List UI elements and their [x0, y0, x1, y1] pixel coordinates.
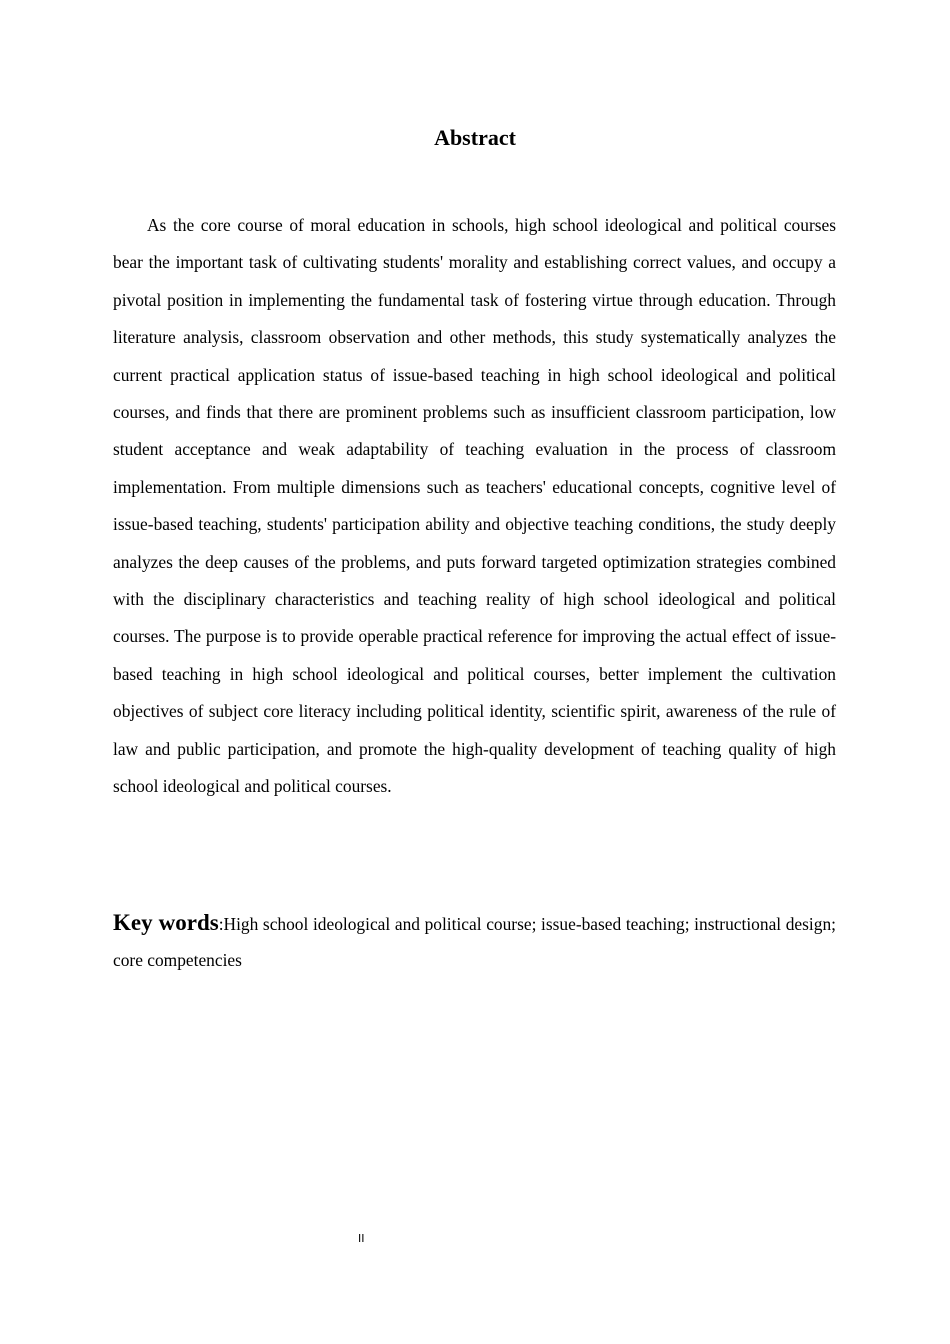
keywords-label: Key words	[113, 910, 219, 935]
page-number: II	[358, 1232, 365, 1245]
keywords-text: High school ideological and political course; issue-based teaching; instructional design; core competencies	[113, 914, 836, 970]
keywords-separator: :	[218, 914, 224, 934]
keywords-paragraph	[113, 905, 836, 978]
abstract-title: Abstract	[434, 125, 516, 150]
abstract-body: As the core course of moral education in schools, high school ideological and political courses bear the important task of cultivating students' morality and establishing correct values, and occupy a pivotal position in implementing the fundamental task of fostering virtue through education. Through literature analysis, classroom observation and other methods, this study systematically analyzes the current practical application status of issue-based teaching in high school ideological and political courses, and finds that there are prominent problems such as insufficient classroom participation, low student acceptance and weak adaptability of teaching evaluation in the process of classroom implementation. From multiple dimensions such as teachers' educational concepts, cognitive level of issue-based teaching, students' participation ability and objective teaching conditions, the study deeply analyzes the deep causes of the problems, and puts forward targeted optimization strategies combined with the disciplinary characteristics and teaching reality of high school ideological and political courses. The purpose is to provide operable practical reference for improving the actual effect of issue-based teaching in high school ideological and political courses, better implement the cultivation objectives of subject core literacy including political identity, scientific spirit, awareness of the rule of law and public participation, and promote the high-quality development of teaching quality of high school ideological and political courses.	[113, 215, 836, 797]
